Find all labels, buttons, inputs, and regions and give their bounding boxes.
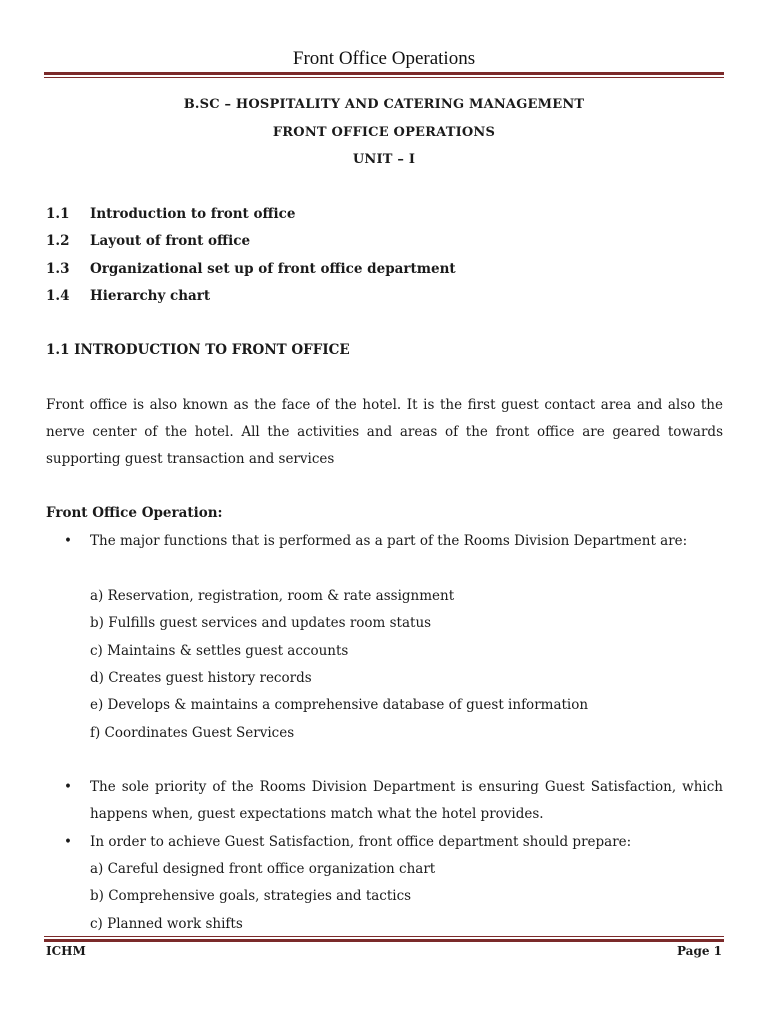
prepare-item: c) Planned work shifts xyxy=(90,916,243,932)
footer-rule-thin xyxy=(44,936,724,937)
footer-institution: ICHM xyxy=(46,944,86,958)
toc-item xyxy=(46,206,295,222)
toc-item xyxy=(46,288,210,304)
toc-item xyxy=(46,233,250,249)
toc-label: Layout of front office xyxy=(90,233,251,249)
header-rule-thick xyxy=(44,72,724,75)
footer-page-number: Page 1 xyxy=(676,944,722,958)
prepare-item: b) Comprehensive goals, strategies and tactics xyxy=(90,888,412,904)
toc-number: 1.3 xyxy=(46,261,70,277)
toc-number: 1.1 xyxy=(46,206,70,222)
bullet-major-functions: The major functions that is performed as a part of the Rooms Division Department are: xyxy=(90,533,688,549)
toc-label: Organizational set up of front office department xyxy=(90,261,456,277)
unit-title: UNIT – I xyxy=(352,152,416,167)
toc-number: 1.2 xyxy=(46,233,70,249)
toc-label: Hierarchy chart xyxy=(90,288,211,304)
function-item: d) Creates guest history records xyxy=(90,670,312,686)
function-item: c) Maintains & settles guest accounts xyxy=(90,643,349,659)
bullet-marker: • xyxy=(64,533,72,549)
footer-rule-thick xyxy=(44,939,724,942)
bullet-guest-satisfaction: In order to achieve Guest Satisfaction, front office department should prepare: xyxy=(90,834,632,850)
toc-item xyxy=(46,261,456,277)
function-item: a) Reservation, registration, room & rate assignment xyxy=(90,588,455,604)
function-item: b) Fulfills guest services and updates room status xyxy=(90,615,432,631)
course-title: B.SC – HOSPITALITY AND CATERING MANAGEMENT xyxy=(183,97,585,112)
bullet-marker: • xyxy=(64,779,72,795)
toc-number: 1.4 xyxy=(46,288,70,304)
toc-label: Introduction to front office xyxy=(90,206,296,222)
function-item: f) Coordinates Guest Services xyxy=(90,725,295,741)
bullet-marker: • xyxy=(64,834,72,850)
header-rule-thin xyxy=(44,77,724,78)
section-heading: 1.1 INTRODUCTION TO FRONT OFFICE xyxy=(46,342,350,358)
bullet-sole-priority: The sole priority of the Rooms Division Department is ensuring Guest Satisfaction, which happens when, guest expectations match what the hotel provides. xyxy=(90,779,723,822)
intro-paragraph: Front office is also known as the face of the hotel. It is the first guest contact area and also the nerve center of the hotel. All the activities and areas of the front office are geared towards supporting guest transaction and services xyxy=(46,397,723,467)
page-header-title: Front Office Operations xyxy=(292,48,476,69)
function-item: e) Develops & maintains a comprehensive database of guest information xyxy=(90,697,589,713)
prepare-item: a) Careful designed front office organization chart xyxy=(90,861,436,877)
subject-title: FRONT OFFICE OPERATIONS xyxy=(272,125,496,140)
operation-heading: Front Office Operation: xyxy=(46,505,223,521)
